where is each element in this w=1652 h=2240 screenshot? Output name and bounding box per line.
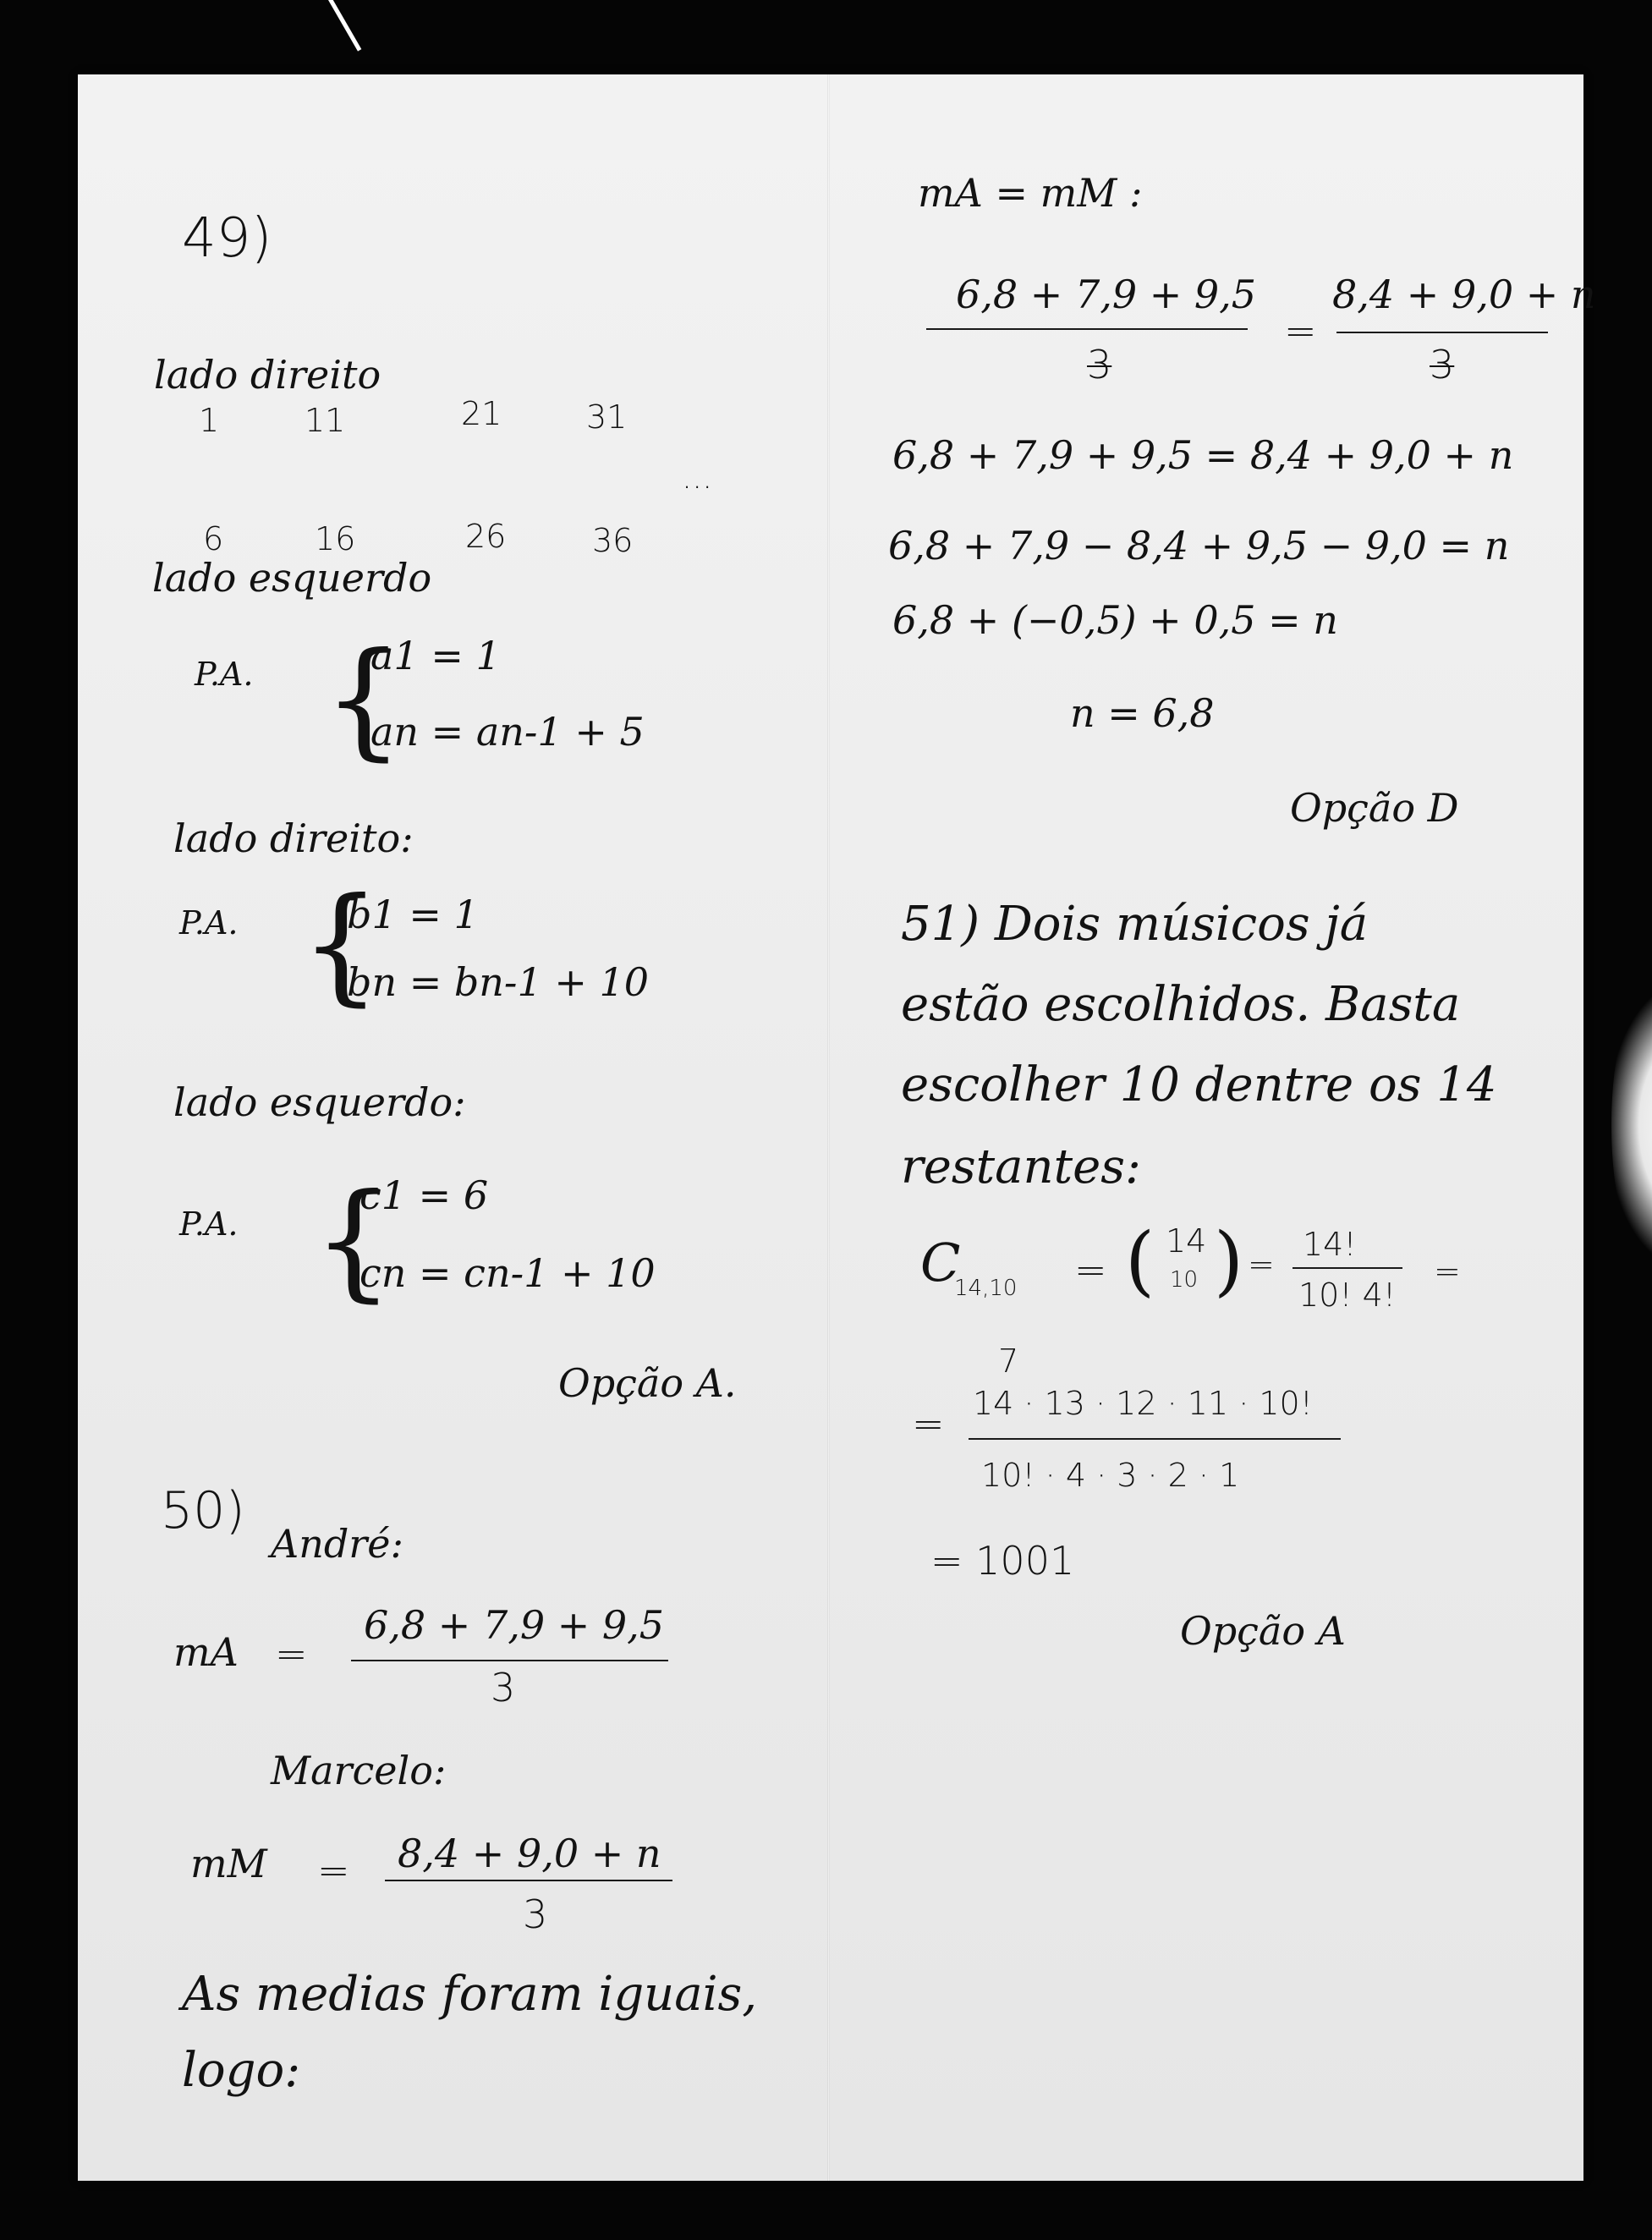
q49-answer: Opção A. bbox=[558, 1360, 737, 1406]
expansion-equals: = bbox=[912, 1401, 945, 1447]
pa1-line1: a1 = 1 bbox=[370, 633, 501, 678]
expansion-denominator: 10! · 4 · 3 · 2 · 1 bbox=[981, 1457, 1240, 1494]
factorial-denominator: 10! 4! bbox=[1298, 1276, 1397, 1314]
marcelo-label: Marcelo: bbox=[271, 1748, 447, 1793]
mm-denominator: 3 bbox=[523, 1891, 548, 1937]
comb-equals-2: = bbox=[1248, 1246, 1275, 1283]
cancellation-note: 7 bbox=[998, 1342, 1019, 1380]
eq2: 6,8 + 7,9 + 9,5 = 8,4 + 9,0 + n bbox=[892, 432, 1514, 478]
pa2-line2: bn = bn-1 + 10 bbox=[347, 959, 650, 1005]
q49-right-seq-4: 31 bbox=[586, 398, 628, 436]
q51-text-line-2: estão escolhidos. Basta bbox=[901, 977, 1461, 1032]
eq1-right-numerator: 8,4 + 9,0 + n bbox=[1332, 272, 1596, 317]
pa2-brace: { bbox=[300, 871, 381, 1018]
comb-equals-3: = bbox=[1434, 1253, 1461, 1290]
ma-fraction-bar bbox=[351, 1660, 668, 1661]
binomial-left-paren: ( bbox=[1125, 1216, 1155, 1305]
ma-numerator: 6,8 + 7,9 + 9,5 bbox=[364, 1602, 665, 1648]
expansion-fraction-bar bbox=[969, 1438, 1341, 1440]
eq5: n = 6,8 bbox=[1070, 690, 1215, 736]
q49-left-seq-4: 36 bbox=[592, 522, 634, 559]
q51-text-line-4: restantes: bbox=[901, 1139, 1141, 1194]
background-scratch bbox=[328, 0, 361, 52]
q49-right-seq-1: 1 bbox=[199, 402, 220, 439]
pa2-line1: b1 = 1 bbox=[347, 892, 479, 937]
comb-symbol: C bbox=[920, 1232, 961, 1293]
eq1-left-fraction-bar bbox=[926, 328, 1248, 330]
q49-right-seq-2: 11 bbox=[305, 402, 346, 439]
andre-label: André: bbox=[271, 1521, 404, 1567]
paper-fold bbox=[827, 74, 830, 2181]
q51-result: = 1001 bbox=[930, 1538, 1075, 1584]
q49-left-seq-3: 26 bbox=[465, 518, 507, 555]
eq4: 6,8 + (−0,5) + 0,5 = n bbox=[892, 597, 1338, 643]
q50-answer: Opção D bbox=[1290, 785, 1459, 831]
q51-text-line-1: 51) Dois músicos já bbox=[901, 897, 1369, 952]
light-glare bbox=[1611, 990, 1652, 1260]
conclusion-line-2: logo: bbox=[182, 2043, 301, 2098]
pa3-line2: cn = cn-1 + 10 bbox=[359, 1250, 656, 1296]
mm-fraction-bar bbox=[385, 1880, 672, 1881]
mm-equals: = bbox=[317, 1847, 350, 1893]
question-49-number: 49) bbox=[182, 207, 272, 270]
eq3: 6,8 + 7,9 − 8,4 + 9,5 − 9,0 = n bbox=[888, 523, 1510, 568]
pa1-line2: an = an-1 + 5 bbox=[370, 709, 645, 755]
ma-denominator: 3 bbox=[491, 1665, 516, 1710]
q49-left-heading: lado esquerdo: bbox=[173, 1079, 466, 1125]
q51-text-line-3: escolher 10 dentre os 14 bbox=[901, 1057, 1497, 1112]
eq1-left-denominator: 3 bbox=[1087, 342, 1112, 387]
expansion-numerator: 14 · 13 · 12 · 11 · 10! bbox=[973, 1385, 1313, 1422]
mm-numerator: 8,4 + 9,0 + n bbox=[398, 1831, 661, 1876]
mean-equality-heading: mA = mM : bbox=[918, 170, 1143, 216]
factorial-numerator: 14! bbox=[1303, 1226, 1357, 1263]
pa1-brace: { bbox=[323, 626, 404, 773]
question-50-number: 50) bbox=[161, 1481, 245, 1540]
ma-symbol: mA bbox=[173, 1629, 239, 1675]
q49-right-seq-3: 21 bbox=[461, 395, 502, 432]
q49-left-side-title: lado esquerdo bbox=[152, 555, 432, 601]
eq1-left-numerator: 6,8 + 7,9 + 9,5 bbox=[956, 272, 1257, 317]
q51-answer: Opção A bbox=[1180, 1608, 1346, 1654]
pa2-label: P.A. bbox=[179, 904, 239, 942]
q49-right-side-title: lado direito bbox=[154, 352, 381, 398]
pa3-brace: { bbox=[313, 1167, 394, 1315]
pa3-label: P.A. bbox=[179, 1205, 239, 1243]
mm-symbol: mM bbox=[190, 1841, 267, 1886]
comb-subscript: 14,10 bbox=[954, 1276, 1018, 1301]
binomial-bottom: 10 bbox=[1170, 1267, 1199, 1293]
conclusion-line-1: As medias foram iguais, bbox=[182, 1967, 758, 2022]
q49-ellipsis: ... bbox=[682, 458, 713, 496]
binomial-top: 14 bbox=[1166, 1222, 1207, 1260]
ma-equals: = bbox=[275, 1631, 308, 1677]
factorial-fraction-bar bbox=[1293, 1267, 1402, 1269]
eq1-right-fraction-bar bbox=[1336, 332, 1548, 333]
pa3-line1: c1 = 6 bbox=[359, 1172, 489, 1218]
comb-equals-1: = bbox=[1074, 1247, 1107, 1293]
eq1-right-denominator: 3 bbox=[1430, 342, 1455, 387]
q49-left-seq-2: 16 bbox=[315, 520, 356, 557]
eq1-equals: = bbox=[1284, 308, 1317, 354]
q49-left-seq-1: 6 bbox=[203, 520, 224, 557]
binomial-right-paren: ) bbox=[1214, 1216, 1244, 1305]
q49-right-heading: lado direito: bbox=[173, 815, 414, 861]
pa1-label: P.A. bbox=[195, 656, 254, 693]
